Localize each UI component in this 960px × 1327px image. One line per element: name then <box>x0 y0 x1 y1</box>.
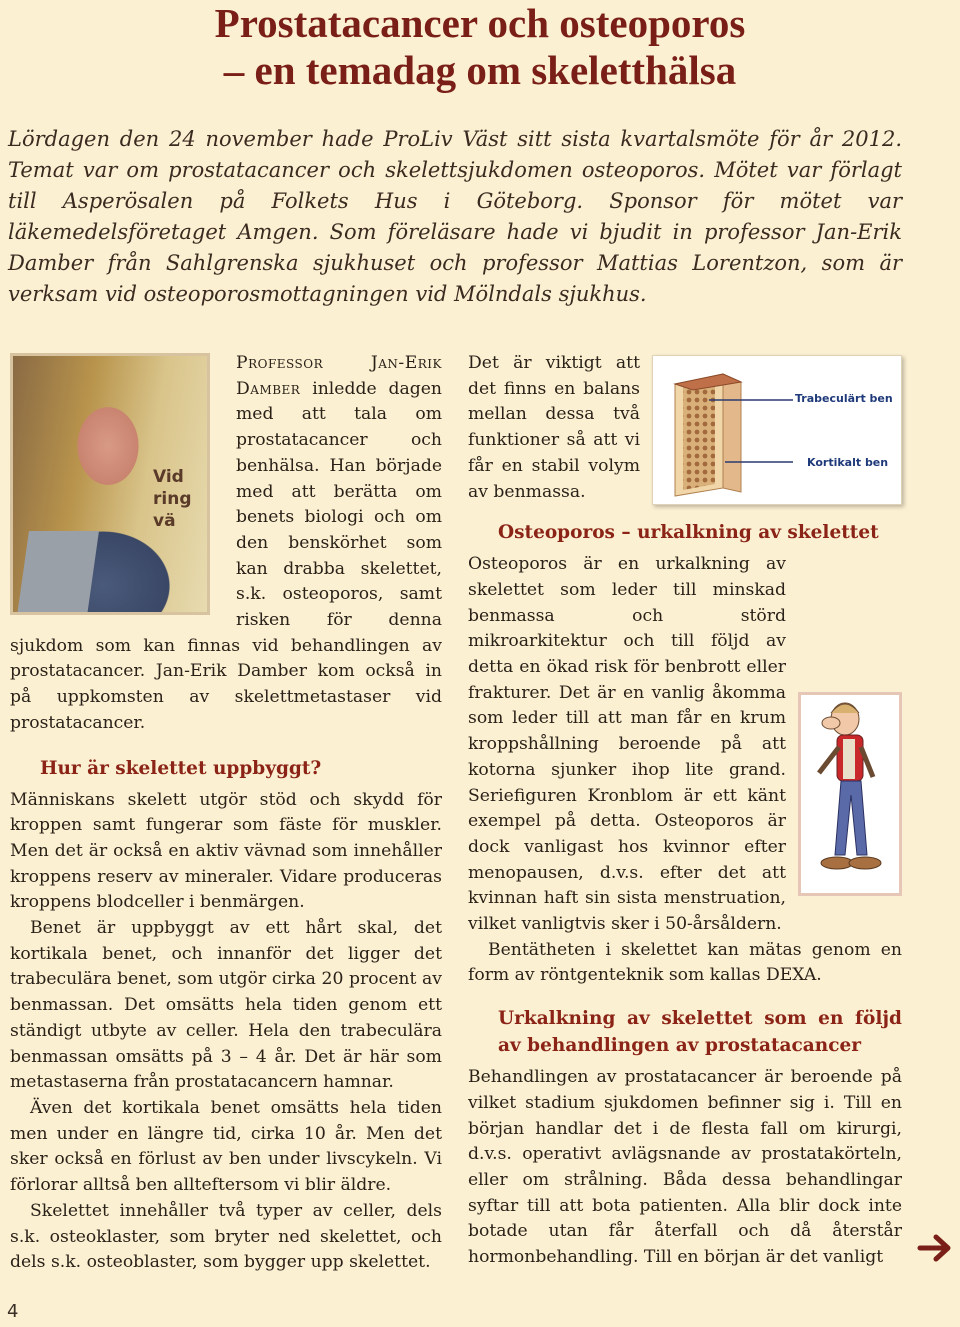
heading-osteoporosis: Osteoporos – urkalkning av skelettet <box>498 522 879 544</box>
title-line-2: – en temadag om skeletthälsa <box>223 47 737 93</box>
page-number: 4 <box>7 1301 19 1322</box>
right-column <box>468 351 902 1271</box>
right-paragraph-4: Behandlingen av prostatacancer är beroende på vilket stadium sjukdomen befinner sig i. Till en början handlar det i de flesta fall om kirurgi, d.v.s. operativt avlägsnande av prostatakörteln, eller om strålning. Båda dessa behandlingar syftar till att bota patienten. Alla blir dock inte botade utan får återfall och då återstår hormonbehandling. Till en början är det vanligt <box>468 1067 902 1268</box>
heading-decalcification-treatment: Urkalkning av skelettet som en följd av behandlingen av prostatacancer <box>498 1008 902 1057</box>
left-paragraph-4: Även det kortikala benet omsätts hela tiden men under en längre tid, cirka 10 år. Men det sker också en förlust av ben under livscykeln. Vi förlorar alltså ben allteftersom vi blir äldre. <box>10 1097 442 1196</box>
speaker-photo <box>10 353 210 615</box>
left-paragraph-2: Människans skelett utgör stöd och skydd för kroppen samt fungerar som fäste för muskler. Men det är också en aktiv vävnad som innehåller kroppens reserv av mineraler. Vidare produceras kroppens blodceller i benmärgen. <box>10 789 442 913</box>
right-paragraph-2: Osteoporos är en urkalkning av skelettet som leder till minskad benmassa och störd mikroarkitektur och till följd av detta en ökad risk för benbrott eller frakturer. Det är en vanlig åkomma som leder till att man får en krum kroppshållning beroende på att kotorna sjunker ihop lite grand. Seriefiguren Kronblom är ett känt exempel på detta. Osteoporos är dock vanligast hos kvinnor efter menopausen, d.v.s. efter det att kvinnan haft sin sista menstruation, vilket vanligtvis sker i 50-årsåldern. <box>468 554 786 935</box>
intro-paragraph: Lördagen den 24 november hade ProLiv Väst sitt sista kvartalsmöte för år 2012. Temat var om prostatacancer och skelettsjukdomen osteoporos. Mötet var förlagt till Asperösalen på Folkets Hus i Göteborg. Sponsor för mötet var läkemedelsföretaget Amgen. Som föreläsare hade vi bjudit in professor Jan-Erik Damber från Sahlgrenska sjukhuset och professor Mattias Lorentzon, som är verksam vid osteoporosmottagningen vid Mölndals sjukhus. <box>8 127 902 306</box>
laptop-shape <box>17 531 99 615</box>
left-paragraph-1-text: inledde dagen med att tala om prostatacancer och benhälsa. Han började med att berätta om benets biologi och om den benskörhet som kan drabba skelettet, s.k. osteoporos, samt risken för denna sjukdom som kan finnas vid behandlingen av prostatacancer. Jan-Erik Damber kom också in på uppkomsten av skelettmetastaser vid prostatacancer. <box>10 378 442 733</box>
left-paragraph-5: Skelettet innehåller två typer av celler, dels s.k. osteoklaster, som bryter ned skelettet, och dels s.k. osteoblaster, som bygger upp skelettet. <box>10 1200 442 1273</box>
speaker-name: Professor Jan-Erik Damber <box>236 353 442 399</box>
left-column <box>10 351 442 1276</box>
kronblom-cartoon-figure <box>798 692 902 896</box>
title-line-1: Prostatacancer och osteoporos <box>214 0 746 46</box>
article-title <box>0 0 960 94</box>
continue-arrow-icon <box>916 1228 956 1268</box>
heading-skeleton-structure: Hur är skelettet uppbyggt? <box>40 757 322 779</box>
label-cortical: Kortikalt ben <box>807 456 889 469</box>
left-paragraph-3: Benet är uppbyggt av ett hårt skal, det kortikala benet, och innanför det ligger det trabeculära benet, som utgör cirka 20 procent av benmassan. Det omsätts hela tiden genom ett ständigt utbyte av celler. Hela den trabeculära benmassan omsätts på 3 – 4 år. Det är här som metastaserna från prostatacancern hamnar. <box>10 918 442 1093</box>
right-paragraph-1: Det är viktigt att det finns en balans mellan dessa två funktioner så att vi får en stabil volym av benmassa. <box>468 353 640 502</box>
label-trabecular: Trabeculärt ben <box>795 392 893 405</box>
right-paragraph-3: Bentätheten i skelettet kan mätas genom en form av röntgenteknik som kallas DEXA. <box>468 939 902 986</box>
photo-sign-text: Vid ring vä <box>153 467 192 531</box>
bone-structure-figure <box>652 355 902 505</box>
bone-illustration <box>653 356 901 504</box>
kronblom-illustration <box>801 695 899 893</box>
